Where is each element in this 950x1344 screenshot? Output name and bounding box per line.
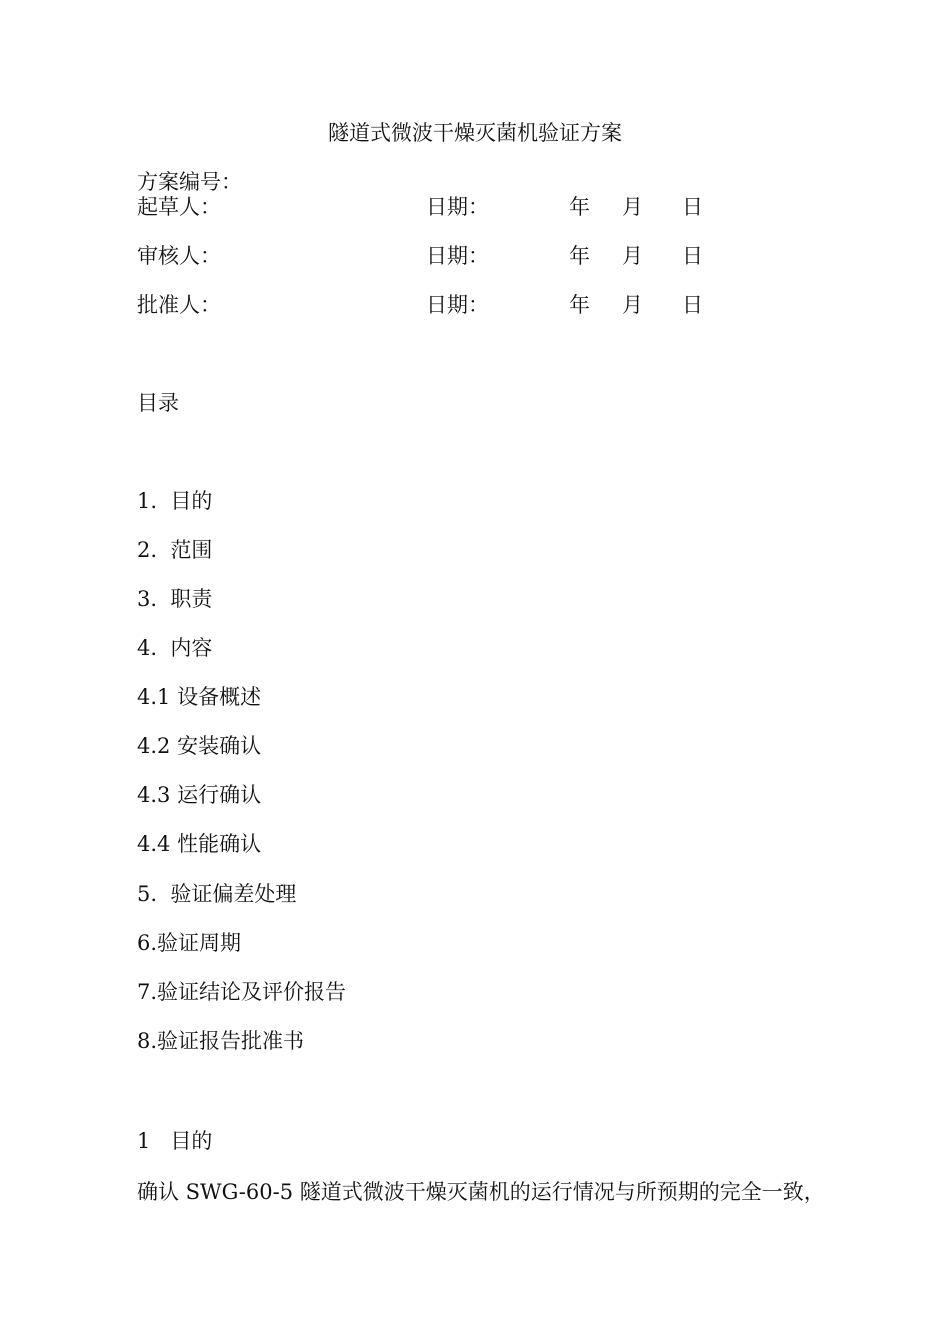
day-label: 日: [682, 293, 703, 317]
signature-label: 起草人：: [137, 195, 221, 219]
toc-item: 7.验证结论及评价报告: [137, 980, 347, 1004]
year-label: 年: [569, 244, 590, 268]
signature-label: 审核人：: [137, 244, 221, 268]
toc-item: 8.验证报告批准书: [137, 1029, 305, 1053]
year-label: 年: [569, 195, 590, 219]
day-label: 日: [682, 195, 703, 219]
toc-item: 4.2 安装确认: [137, 734, 262, 758]
toc-item: 5. 验证偏差处理: [137, 882, 297, 906]
section-heading: 1 目的: [137, 1129, 213, 1153]
date-label: 日期：: [426, 195, 489, 219]
signature-row-reviewer: [137, 241, 777, 271]
section-body-text: 确认 SWG-60-5 隧道式微波干燥灭菌机的运行情况与所预期的完全一致，: [137, 1180, 825, 1204]
month-label: 月: [622, 244, 643, 268]
day-label: 日: [682, 244, 703, 268]
month-label: 月: [622, 195, 643, 219]
signature-row-drafter: [137, 192, 777, 222]
toc-item: 2. 范围: [137, 538, 213, 562]
plan-number-label: 方案编号：: [137, 170, 242, 194]
toc-item: 4. 内容: [137, 636, 213, 660]
document-title: 隧道式微波干燥灭菌机验证方案: [328, 121, 622, 145]
month-label: 月: [622, 293, 643, 317]
toc-item: 4.4 性能确认: [137, 832, 262, 856]
toc-item: 6.验证周期: [137, 931, 242, 955]
toc-item: 4.1 设备概述: [137, 685, 262, 709]
year-label: 年: [569, 293, 590, 317]
signature-label: 批准人：: [137, 293, 221, 317]
toc-item: 4.3 运行确认: [137, 783, 262, 807]
toc-item: 1. 目的: [137, 489, 213, 513]
signature-row-approver: [137, 290, 777, 320]
toc-item: 3. 职责: [137, 587, 213, 611]
date-label: 日期：: [426, 293, 489, 317]
toc-heading: 目录: [137, 391, 179, 415]
date-label: 日期：: [426, 244, 489, 268]
